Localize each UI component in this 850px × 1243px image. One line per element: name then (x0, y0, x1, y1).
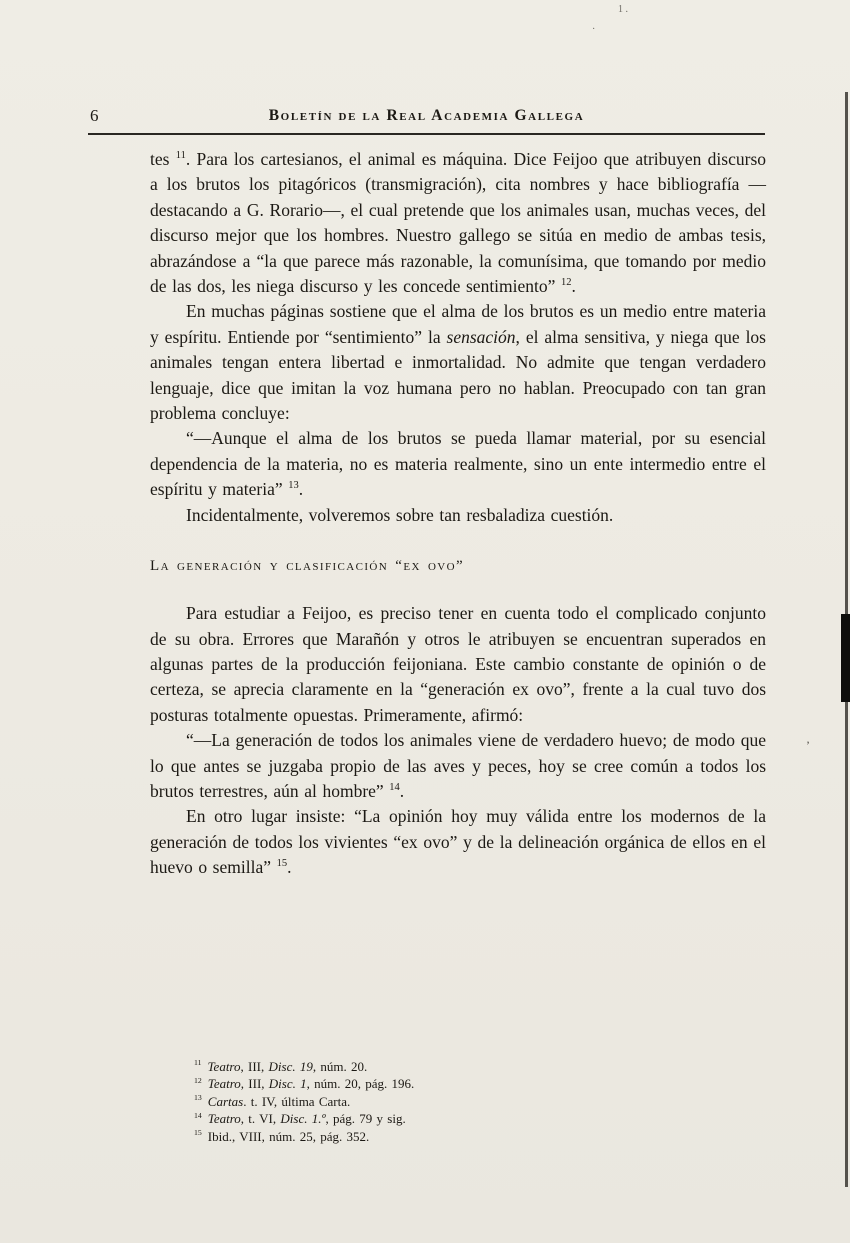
footnote-marker: 12 (194, 1075, 202, 1085)
paragraph: En muchas páginas sostiene que el alma de los brutos es un medio entre materia y espíritu. Entiende por “sentimiento” la sensación, el alma sensitiva, y niega que los animales tengan entera libertad e inmortalidad. No admite que tengan verdadero lenguaje, dice que imitan la voz humana pero no hablan. Preocupado con tan gran problema concluye: (150, 301, 766, 424)
header-rule (88, 133, 765, 135)
page-content (150, 147, 766, 1145)
scan-speck: ’ (806, 738, 810, 752)
footnote-marker: 15 (194, 1128, 202, 1138)
footnote: $^{13}$ Cartas. t. IV, última Carta. (194, 1093, 351, 1109)
paragraph: Para estudiar a Feijoo, es preciso tener en cuenta todo el complicado conjunto de su obra. Errores que Marañón y otros le atribuyen se encuentran superados en algunas partes de la producción feijoniana. Este cambio constante de opinión o de certeza, se aprecia claramente en la “generación ex ovo”, frente a la cual tuvo dos posturas totalmente opuestas. Primeramente, afirmó: (150, 603, 766, 725)
paragraph: En otro lugar insiste: “La opinión hoy muy válida entre los modernos de la generación de todos los vivientes “ex ovo” y de la delineación orgánica de ellos en el huevo o semilla” $^{15}$. (150, 806, 766, 878)
footnote: $^{12}$ Teatro, III, Disc. 1, núm. 20, pág. 196. (194, 1075, 415, 1091)
journal-title: Boletín de la Real Academia Gallega (268, 107, 585, 124)
footnotes (194, 1058, 766, 1146)
section-heading: La generación y clasificación “ex ovo” (150, 558, 465, 575)
paragraph: tes $^{11}$. Para los cartesianos, el animal es máquina. Dice Feijoo que atribuyen discurso a los brutos los pitagóricos (transmigración), cita nombres y hace bibliografía —destacando a G. Rorario—, el cual pretende que los animales usan, muchas veces, del discurso mejor que los hombres. Nuestro gallego se sitúa en medio de ambas tesis, abrazándose a “la que parece más razonable, la comunísima, que tomando por medio de las dos, les niega discurso y les concede sentimiento” $^{12}$. (150, 149, 767, 297)
footnote: $^{14}$ Teatro, t. VI, Disc. 1.º, pág. 79 y sig. (194, 1110, 406, 1126)
paragraph: “—Aunque el alma de los brutos se pueda llamar material, por su esencial dependencia de la materia, no es materia realmente, sino un ente intermedio entre el espíritu y materia” $^{13}$. (150, 428, 766, 500)
footnote-marker: 14 (194, 1110, 202, 1120)
footnote-marker: 13 (194, 1093, 202, 1103)
footnote: $^{15}$ Ibid., VIII, núm. 25, pág. 352. (194, 1128, 370, 1144)
body-text (150, 147, 766, 881)
footnote-marker: 11 (194, 1058, 202, 1068)
scan-speck: 1 . (618, 4, 628, 15)
paragraph: Incidentalmente, volveremos sobre tan resbaladiza cuestión. (186, 504, 614, 525)
footnote: $^{11}$ Teatro, III, Disc. 19, núm. 20. (194, 1058, 368, 1074)
page-number: 6 (90, 106, 99, 125)
scan-blob-artifact (841, 614, 850, 702)
scan-speck: · (592, 24, 596, 35)
page-header (88, 106, 765, 130)
paragraph: “—La generación de todos los animales viene de verdadero huevo; de modo que lo que antes se juzgaba propio de las aves y peces, hoy se cree común a todos los brutos terrestres, aún al hombre” $^{14}$. (150, 730, 766, 801)
